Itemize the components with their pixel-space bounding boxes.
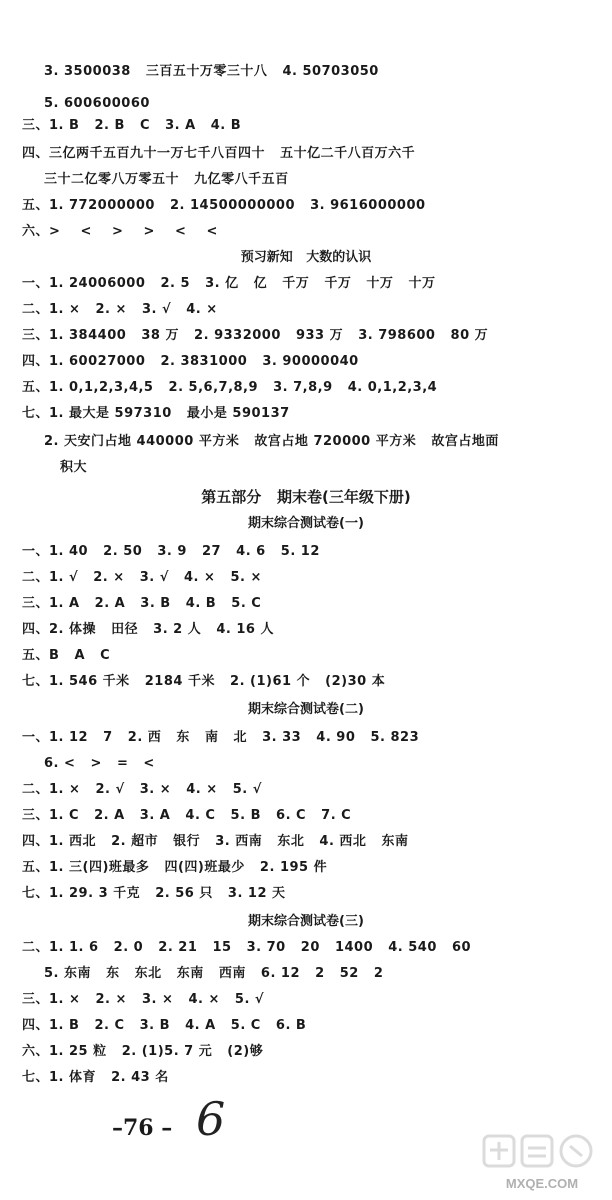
section-heading: 预习新知 大数的认识 (240, 250, 372, 265)
answer-line: 一、1. 40 2. 50 3. 9 27 4. 6 5. 12 (22, 544, 320, 559)
answer-line: 二、1. 1. 6 2. 0 2. 21 15 3. 70 20 1400 4. 540 60 (22, 940, 472, 955)
answer-line: 三、1. B 2. B C 3. A 4. B (22, 118, 242, 133)
part-heading: 第五部分 期末卷(三年级下册) (201, 488, 411, 506)
answer-line: 积大 (60, 460, 88, 475)
watermark-glyph-box (522, 1136, 552, 1166)
watermark-logo (476, 1130, 608, 1196)
answer-line: 五、1. 772000000 2. 14500000000 3. 9616000000 (22, 198, 426, 213)
answer-line: 5. 东南 东 东北 东南 西南 6. 12 2 52 2 (44, 966, 384, 981)
page-number: –76 – (112, 1115, 173, 1141)
answer-line: 六、1. 25 粒 2. (1)5. 7 元 (2)够 (22, 1044, 264, 1059)
answer-line: 四、1. 西北 2. 超市 银行 3. 西南 东北 4. 西北 东南 (22, 834, 409, 849)
answer-line: 三、1. C 2. A 3. A 4. C 5. B 6. C 7. C (22, 808, 352, 823)
answer-line: 二、1. × 2. √ 3. × 4. × 5. √ (22, 782, 262, 797)
answer-line: 六、> < > > < < (22, 224, 218, 239)
answer-line: 二、1. √ 2. × 3. √ 4. × 5. × (22, 570, 262, 585)
answer-line: 七、1. 体育 2. 43 名 (22, 1070, 169, 1085)
answer-line: 二、1. × 2. × 3. √ 4. × (22, 302, 218, 317)
answer-line: 6. < > = < (44, 756, 155, 771)
answer-line: 三十二亿零八万零五十 九亿零八千五百 (44, 172, 289, 187)
test-heading: 期末综合测试卷(一) (248, 516, 364, 531)
answer-line: 一、1. 24006000 2. 5 3. 亿 亿 千万 千万 十万 十万 (22, 276, 436, 291)
answer-line: 一、1. 12 7 2. 西 东 南 北 3. 33 4. 90 5. 823 (22, 730, 420, 745)
watermark-url: MXQE.COM (505, 1176, 579, 1191)
answer-line: 三、1. A 2. A 3. B 4. B 5. C (22, 596, 262, 611)
test-heading: 期末综合测试卷(三) (248, 914, 364, 929)
answer-line: 七、1. 546 千米 2184 千米 2. (1)61 个 (2)30 本 (22, 674, 386, 689)
answer-line: 四、三亿两千五百九十一万七千八百四十 五十亿二千八百万六千 (22, 146, 416, 161)
answer-line: 四、2. 体操 田径 3. 2 人 4. 16 人 (22, 622, 274, 637)
handwritten-mark: 6 (196, 1092, 226, 1146)
answer-line: 七、1. 最大是 597310 最小是 590137 (22, 406, 290, 421)
answer-line: 五、B A C (22, 648, 111, 663)
test-heading: 期末综合测试卷(二) (248, 702, 364, 717)
answer-line: 四、1. B 2. C 3. B 4. A 5. C 6. B (22, 1018, 307, 1033)
answer-line: 5. 600600060 (44, 96, 150, 111)
answer-line: 四、1. 60027000 2. 3831000 3. 90000040 (22, 354, 359, 369)
answer-line: 三、1. × 2. × 3. × 4. × 5. √ (22, 992, 265, 1007)
answer-line: 五、1. 0,1,2,3,4,5 2. 5,6,7,8,9 3. 7,8,9 4. 0,1,2,3,4 (22, 380, 438, 395)
answer-line: 七、1. 29. 3 千克 2. 56 只 3. 12 天 (22, 886, 286, 901)
answer-line: 三、1. 384400 38 万 2. 9332000 933 万 3. 798600 80 万 (22, 328, 489, 343)
answer-line: 2. 天安门占地 440000 平方米 故宫占地 720000 平方米 故宫占地面 (44, 434, 499, 449)
answer-line: 五、1. 三(四)班最多 四(四)班最少 2. 195 件 (22, 860, 328, 875)
answer-line: 3. 3500038 三百五十万零三十八 4. 50703050 (44, 64, 379, 79)
